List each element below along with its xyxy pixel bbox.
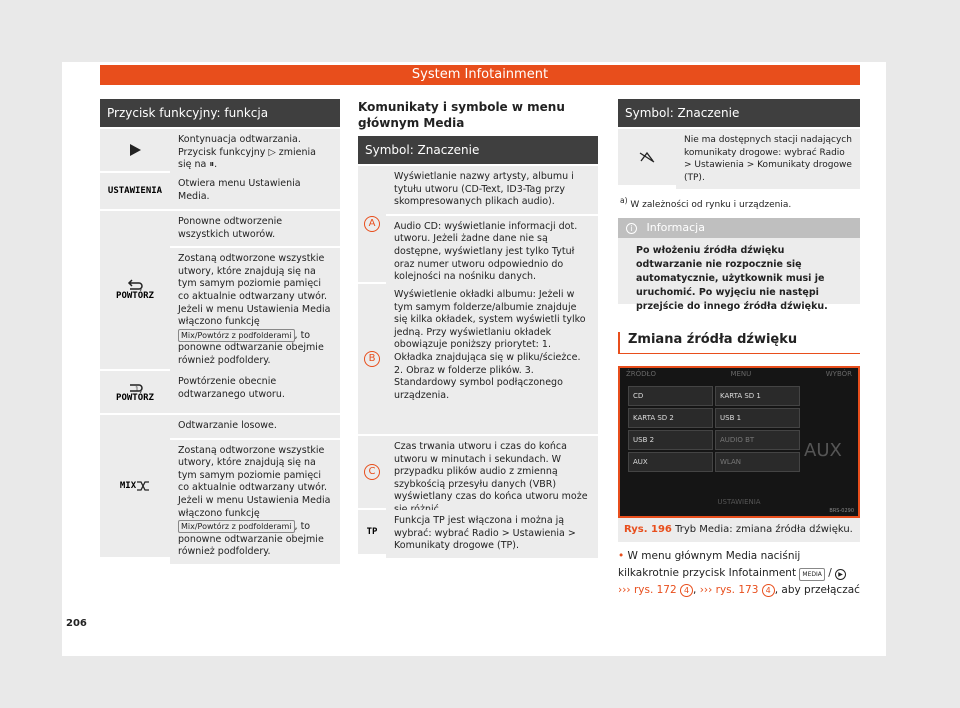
row-desc: Odtwarzanie losowe. bbox=[170, 415, 340, 438]
table-row bbox=[358, 434, 598, 508]
table-row bbox=[100, 413, 340, 557]
settings-symbol: USTAWIENIA bbox=[100, 173, 170, 209]
table-row bbox=[100, 171, 340, 209]
tab-menu[interactable]: MENU bbox=[730, 370, 752, 378]
repeat-all-icon bbox=[127, 279, 143, 291]
repeat-one-label: POWTÓRZ bbox=[116, 393, 154, 403]
right-symbol-table bbox=[618, 99, 860, 185]
header-title: System Infotainment bbox=[411, 67, 549, 82]
row-desc: Audio CD: wyświetlanie informacji dot. utworu. Jeżeli żadne dane nie są dostępne, wyświetlany jest tylko Tytuł oraz numer utworu odpowiednio do kolejności na nośniku danych. bbox=[386, 216, 598, 289]
row-desc: Ponowne odtworzenie wszystkich utworów. bbox=[170, 211, 340, 246]
info-icon: i bbox=[626, 223, 637, 234]
row-desc: Zostaną odtworzone wszystkie utwory, które znajdują się na tym samym poziomie pamięci co aktualnie odtwarzany utwór. Jeżeli w menu Ustawienia Media włączono funkcję Mix/Powtórz z podfolderami , to ponowne odtwarzanie obejmie również podfoldery. bbox=[170, 248, 340, 372]
aux-big-label: AUX bbox=[804, 440, 842, 461]
source-wlan[interactable]: WLAN bbox=[715, 452, 800, 472]
source-grid bbox=[628, 386, 800, 472]
info-title: Informacja bbox=[646, 221, 705, 234]
right-table-heading: Symbol: Znaczenie bbox=[618, 99, 860, 127]
source-sd2[interactable]: KARTA SD 2 bbox=[628, 408, 713, 428]
source-usb1[interactable]: USB 1 bbox=[715, 408, 800, 428]
source-aux[interactable]: AUX bbox=[628, 452, 713, 472]
symbol-table-heading: Symbol: Znaczenie bbox=[358, 136, 598, 164]
table-row bbox=[358, 164, 598, 282]
function-table-heading: Przycisk funkcyjny: funkcja bbox=[100, 99, 340, 127]
figure-link[interactable]: rys. 173 bbox=[715, 584, 759, 596]
info-box bbox=[618, 218, 860, 312]
callout-marker: C bbox=[364, 464, 380, 480]
repeat-all-label: POWTÓRZ bbox=[116, 291, 154, 301]
section-title: Zmiana źródła dźwięku bbox=[618, 332, 860, 354]
table-row bbox=[100, 369, 340, 413]
mid-heading: Komunikaty i symbole w menu głównym Media bbox=[358, 100, 565, 130]
media-screen bbox=[618, 366, 860, 518]
figure-number: Rys. 196 bbox=[624, 524, 672, 535]
source-sd1[interactable]: KARTA SD 1 bbox=[715, 386, 800, 406]
row-desc: Wyświetlenie okładki albumu: Jeżeli w tym samym folderze/albumie znajduje się kilka okładek, system wyświetli tylko jedną. Przy wyświetlaniu okładek obowiązuje poniższy priorytet: 1. Okładka znajdująca się w pliku/ścieżce. 2. Obraz w folderze plików. 3. Standardowy symbol podłączonego urządzenia. bbox=[386, 284, 598, 434]
tab-source[interactable]: ŹRÓDŁO bbox=[626, 370, 657, 378]
row-desc: Wyświetlanie nazwy artysty, albumu i tytułu utworu (CD-Text, ID3-Tag przy skompresowanych plikach audio). bbox=[386, 166, 598, 214]
row-desc: Kontynuacja odtwarzania. Przycisk funkcyjny ▷ zmienia się na ⏸. bbox=[170, 129, 340, 177]
tp-symbol: TP bbox=[366, 527, 378, 537]
play-icon-cell bbox=[100, 129, 170, 171]
table-row bbox=[358, 282, 598, 434]
row-desc: Otwiera menu Ustawienia Media. bbox=[170, 173, 340, 209]
play-icon bbox=[129, 144, 141, 156]
callout-marker: 4 bbox=[762, 584, 775, 597]
callout-marker: A bbox=[364, 216, 380, 232]
info-text: Po włożeniu źródła dźwięku odtwarzanie nie rozpocznie się automatycznie, użytkownik musi je uruchomić. Po wyjęciu nie następi przejście do innego źródła dźwięku. bbox=[636, 245, 828, 312]
mix-label: MIX bbox=[119, 481, 137, 491]
mix-repeat-subfolders-button: Mix/Powtórz z podfolderami bbox=[178, 329, 295, 342]
callout-marker: 4 bbox=[680, 584, 693, 597]
footnote: $^{a)}$ W zależności od rynku i urządzenia. bbox=[620, 196, 792, 210]
page-number: 206 bbox=[66, 618, 87, 629]
source-cd[interactable]: CD bbox=[628, 386, 713, 406]
row-desc: Powtórzenie obecnie odtwarzanego utworu. bbox=[170, 371, 340, 413]
callout-marker: B bbox=[364, 351, 380, 367]
table-row bbox=[100, 127, 340, 171]
table-row bbox=[358, 508, 598, 554]
symbol-table bbox=[358, 136, 598, 554]
source-usb2[interactable]: USB 2 bbox=[628, 430, 713, 450]
figure-link[interactable]: rys. 172 bbox=[633, 584, 677, 596]
tab-select[interactable]: WYBÓR bbox=[825, 370, 852, 378]
table-row bbox=[618, 127, 860, 185]
function-table bbox=[100, 99, 340, 557]
image-code: BRS-0290 bbox=[829, 508, 854, 514]
shuffle-icon bbox=[136, 480, 150, 492]
mix-repeat-subfolders-button: Mix/Powtórz z podfolderami bbox=[178, 520, 295, 533]
body-paragraph: • W menu głównym Media naciśnij kilkakrotnie przycisk Infotainment MEDIA / ▶ ››› rys. 172 4 , ››› rys. 173 4 , aby przełączać bbox=[618, 550, 860, 596]
figure-caption: Rys. 196 Tryb Media: zmiana źródła dźwięku. bbox=[618, 518, 860, 542]
repeat-one-icon bbox=[127, 381, 143, 393]
row-desc: Funkcja TP jest włączona i można ją wybrać: wybrać Radio > Ustawienia > Komunikaty drogowe (TP). bbox=[386, 510, 598, 558]
settings-tab[interactable]: USTAWIENIA bbox=[717, 498, 761, 506]
row-desc: Czas trwania utworu i czas do końca utworu w minutach i sekundach. W przypadku plików audio z zmienną szybkością przesyłu danych (VBR) wyświetlany czas do końca utworu może bbox=[386, 436, 598, 522]
media-button: MEDIA bbox=[799, 568, 824, 581]
tp-off-icon bbox=[638, 151, 656, 163]
row-desc: Nie ma dostępnych stacji nadających komunikaty drogowe: wybrać Radio > Ustawienia > Komunikaty drogowe (TP). bbox=[676, 129, 860, 189]
play-button-icon: ▶ bbox=[835, 569, 846, 580]
row-desc: Zostaną odtworzone wszystkie utwory, które znajdują się na tym samym poziomie pamięci co aktualnie odtwarzany utwór. Jeżeli w menu Ustawienia Media włączono funkcję Mix/Powtórz z podfolderami , to ponowne odtwarzanie obejmie również podfoldery. bbox=[170, 440, 340, 564]
source-bt[interactable]: AUDIO BT bbox=[715, 430, 800, 450]
header-band bbox=[100, 65, 860, 85]
svg-text:1: 1 bbox=[135, 386, 139, 393]
table-row bbox=[100, 209, 340, 369]
